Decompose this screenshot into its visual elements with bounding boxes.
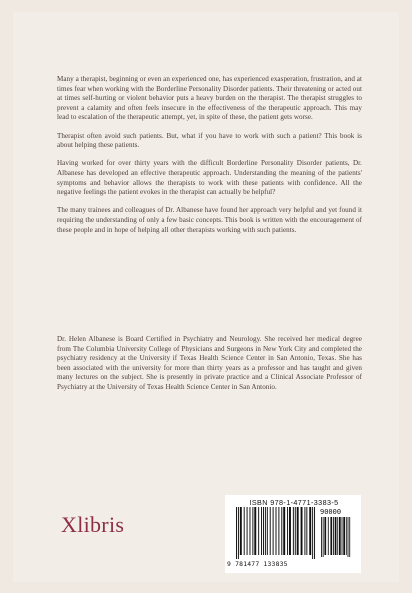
addon-digits: 90000 [320, 508, 342, 516]
barcode-bar [254, 507, 256, 555]
barcode-bar [267, 507, 268, 555]
blurb-paragraph-3: Having worked for over thirty years with the difficult Borderline Personality Disorder patients, Dr. Albanese has developed an effective therapeutic approach. Understanding the meaning of the patients' symptoms and behavior allows the therapists to work with these patients with confidence. All the negative feelings the patient evokes in the therapist can actually be helpful? [57, 159, 362, 197]
barcode-bar [306, 507, 307, 555]
barcode-bar [328, 517, 329, 555]
barcode-bar [289, 507, 291, 555]
barcode-bar [278, 507, 279, 555]
barcode-bar [342, 517, 343, 555]
barcode-bar [293, 507, 294, 555]
barcode-bar [295, 507, 296, 555]
addon-barcode [320, 517, 352, 557]
barcode-bar [273, 507, 274, 555]
barcode-bar [314, 507, 315, 559]
isbn-barcode [235, 507, 317, 559]
barcode-digits: 9 781477 133835 [227, 560, 288, 568]
barcode-bar [287, 507, 288, 555]
barcode-bar [339, 517, 341, 555]
barcode-bar [297, 507, 299, 555]
blurb-paragraph-4: The many trainees and colleagues of Dr. Albanese have found her approach very helpful and yet found it requiring the understanding of only a few basic concepts. This book is written with the encouragement of these people and in hope of helping all other therapists working with such patients. [57, 206, 362, 234]
barcode-bar [348, 517, 349, 557]
barcode-bar [337, 517, 338, 555]
barcode-bar [249, 507, 250, 555]
barcode-bar [335, 517, 337, 555]
author-bio-paragraph: Dr. Helen Albanese is Board Certified in Psychiatry and Neurology. She received her medical degree from The Columbia University College of Physicians and Surgeons in New York City and completed the psychiatry residency at the University if Texas Health Science Center in San Antonio, Texas. She has been associated with the university for more than thirty years as a professor and has taught and given many lectures on the subject. She is presently in private practice and a Clinical Associate Professor of Psychiatry at the University of Texas Health Science Center in San Antonio. [57, 335, 362, 391]
barcode-bar [309, 507, 311, 555]
barcode-bar [276, 507, 277, 555]
barcode-bar [304, 507, 305, 555]
barcode-bar [324, 517, 326, 555]
author-bio [57, 335, 362, 401]
barcode-bar [349, 517, 350, 557]
blurb-paragraph-1: Many a therapist, beginning or even an experienced one, has experienced exasperation, frustration, and at times fear when working with the Borderline Personality Disorder patients. Their threatening or acted out at times self-hurting or violent behavior puts a heavy burden on the therapist. The therapist struggles to prevent a calamity and often feels insecure in the effectiveness of the therapeutic approach. This may lead to escalation of the therapeutic attempt, yet, in spite of these, the patient gets worse. [57, 75, 362, 122]
barcode-bar [270, 507, 271, 555]
blurb-text [57, 75, 362, 244]
barcode-bar [346, 517, 347, 555]
barcode-bar [252, 507, 253, 555]
barcode-bar [343, 517, 345, 555]
isbn-text: ISBN 978-1-4771-3383-5 [249, 498, 339, 507]
barcode-bar [247, 507, 248, 555]
barcode-bar [301, 507, 303, 555]
barcode-bar [330, 517, 332, 555]
barcode-bar [281, 507, 282, 555]
barcode-bar [323, 517, 324, 557]
barcode-bar [244, 507, 245, 555]
barcode-bar [258, 507, 259, 555]
barcode-bar [321, 517, 322, 557]
barcode-label [225, 495, 361, 573]
barcode-bar [312, 507, 313, 559]
publisher-logo: Xlibris [61, 512, 125, 537]
barcode-bar [263, 507, 264, 555]
barcode-bar [238, 507, 239, 559]
blurb-paragraph-2: Therapist often avoid such patients. But, what if you have to work with such a patient? This book is about helping these patients. [57, 131, 362, 150]
barcode-bar [240, 507, 242, 555]
barcode-bar [283, 507, 285, 555]
barcode-bar [265, 507, 266, 555]
barcode-bar [261, 507, 262, 555]
barcode-bar [333, 517, 334, 555]
barcode-bar [236, 507, 237, 559]
